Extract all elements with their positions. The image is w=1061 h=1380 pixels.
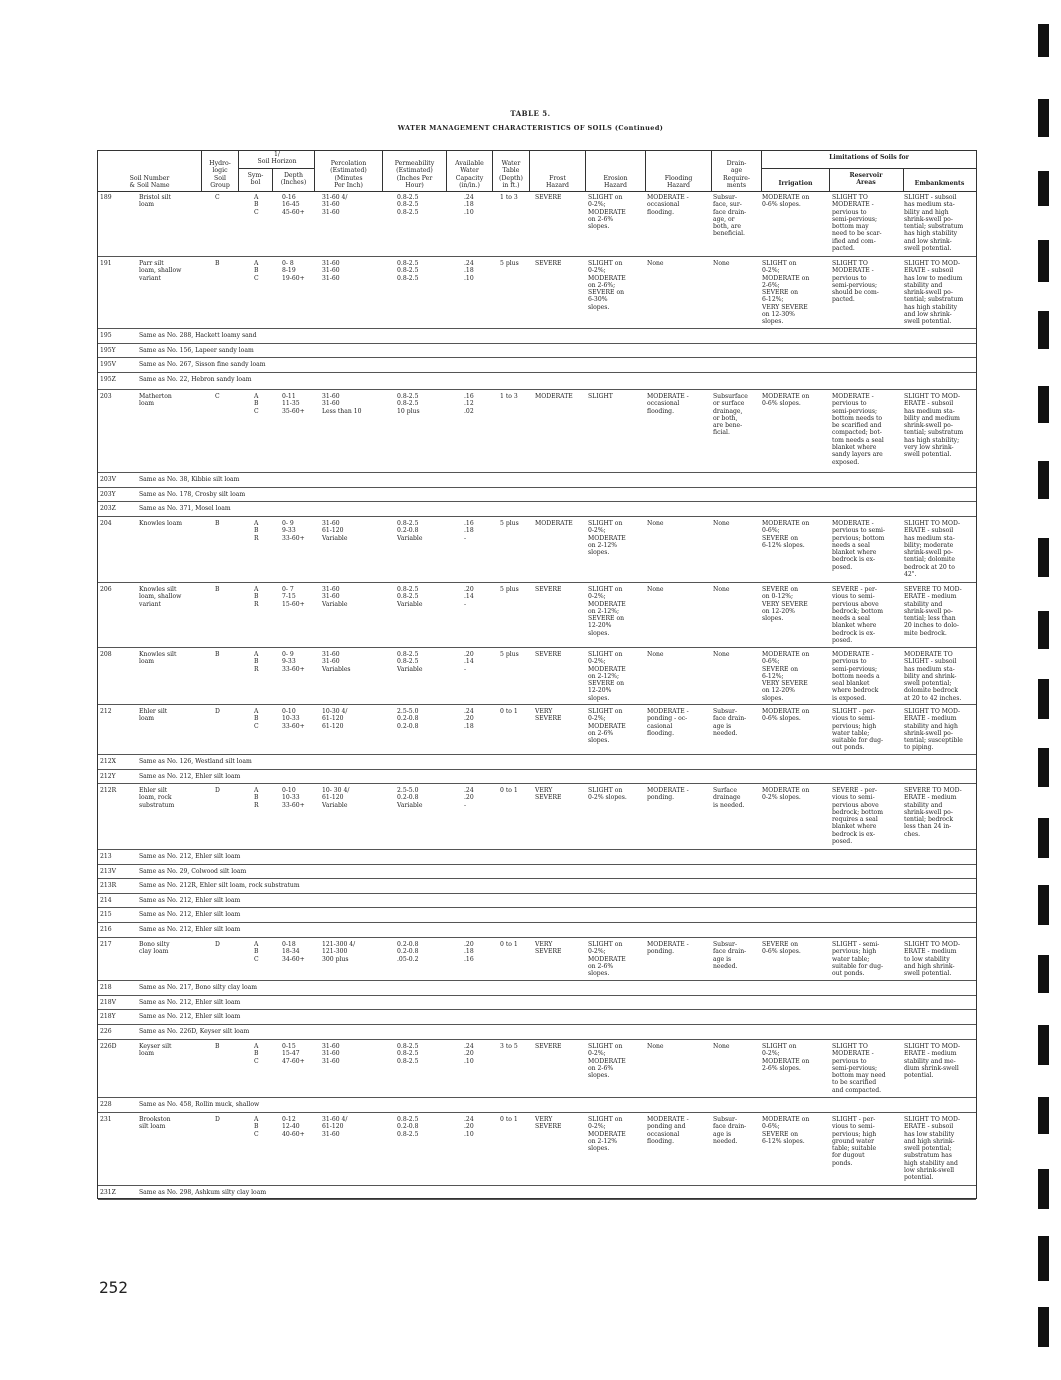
cell-flood: None — [647, 520, 664, 527]
cell-awc: .24 .18 .10 — [464, 194, 474, 216]
cell-frost: MODERATE — [535, 520, 573, 527]
cell-frost: SEVERE — [535, 651, 562, 658]
soil-number: 203Z — [100, 505, 116, 512]
cell-perm: 0.8-2.5 0.8-2.5 Variable — [397, 586, 423, 608]
cell-drain: Subsur- face, sur- face drain- age, or both, are beneficial. — [713, 194, 747, 238]
cell-erosion: SLIGHT on 0-2% slopes. — [588, 787, 627, 802]
cell-awc: .24 .20 .10 — [464, 1116, 474, 1138]
cell-depth: 0-10 10-33 33-60+ — [282, 787, 305, 809]
header-limitations: Limitations of Soils for — [829, 154, 909, 161]
cell-wt: 5 plus — [500, 520, 519, 527]
cell-hg: D — [215, 941, 220, 948]
cell-wt: 5 plus — [500, 651, 519, 658]
cell-hg: B — [215, 260, 220, 267]
soil-number: 208 — [100, 651, 112, 658]
soil-number: 206 — [100, 586, 112, 593]
cell-drain: None — [713, 260, 730, 267]
cell-flood: None — [647, 651, 664, 658]
table-row — [98, 865, 976, 879]
cell-sym: A B R — [254, 787, 259, 809]
cell-erosion: SLIGHT on 0-2%; MODERATE on 2-12%; SEVERE on 12-20% slopes. — [588, 586, 626, 637]
header-hydro: Hydro- logic Soil Group — [202, 151, 239, 191]
cell-res: MODERATE - pervious to semi- pervious; bottom needs a seal blanket where bedrock is ex- posed. — [832, 520, 886, 571]
cell-frost: SEVERE — [535, 260, 562, 267]
cell-perc: 10- 30 4/ 61-120 Variable — [322, 787, 350, 809]
table-row — [98, 191, 976, 257]
table-row — [98, 329, 976, 344]
same-as-text: Same as No. 458, Rollin muck, shallow — [139, 1101, 260, 1108]
index-tab — [1038, 24, 1049, 57]
cell-frost: SEVERE — [535, 194, 562, 201]
index-tab — [1038, 955, 1049, 993]
table-row — [98, 583, 976, 648]
cell-erosion: SLIGHT on 0-2%; MODERATE on 2-12% slopes. — [588, 520, 626, 557]
header-awc: Available Water Capacity (in/in.) — [447, 151, 493, 191]
same-as-text: Same as No. 298, Ashkum silty clay loam — [139, 1189, 267, 1196]
same-as-text: Same as No. 156, Lapeer sandy loam — [139, 347, 254, 354]
cell-hg: D — [215, 1116, 220, 1123]
cell-res: SLIGHT TO MODERATE - pervious to semi-pervious; should be com- pacted. — [832, 260, 879, 304]
soil-number: 212R — [100, 787, 117, 794]
cell-sym: A B C — [254, 194, 259, 216]
index-tab — [1038, 1025, 1049, 1065]
index-tab — [1038, 240, 1049, 282]
cell-flood: MODERATE - occasional flooding. — [647, 393, 689, 415]
cell-awc: .16 .12 .02 — [464, 393, 474, 415]
table-row — [98, 502, 976, 517]
cell-sym: A B R — [254, 586, 259, 608]
index-tab — [1038, 1169, 1049, 1209]
cell-emb: SLIGHT TO MOD- ERATE - subsoil has medium sta- bility; moderate shrink-swell po- tential; dolomite bedrock at 20 to 42". — [904, 520, 961, 579]
table-row — [98, 981, 976, 996]
cell-wt: 1 to 3 — [500, 393, 518, 400]
cell-depth: 0-15 15-47 47-60+ — [282, 1043, 305, 1065]
cell-perc: 10-30 4/ 61-120 61-120 — [322, 708, 348, 730]
cell-flood: None — [647, 1043, 664, 1050]
cell-flood: MODERATE - ponding and occasional flooding. — [647, 1116, 689, 1145]
header-depth: Depth (Inches) — [280, 172, 307, 187]
cell-res: SLIGHT - per- vious to semi- pervious; high ground water table; suitable for dugout ponds. — [832, 1116, 877, 1167]
cell-name: Bristol silt loam — [139, 194, 171, 209]
table-row — [98, 1040, 976, 1098]
header-erosion: Erosion Hazard — [586, 151, 646, 191]
same-as-text: Same as No. 371, Mosel loam — [139, 505, 231, 512]
table-row — [98, 390, 976, 473]
cell-emb: SLIGHT TO MOD- ERATE - subsoil has low to medium stability and shrink-swell po- tential; substratum has high stability and low shrink- swell potential. — [904, 260, 964, 326]
cell-res: SLIGHT TO MODERATE - pervious to semi-pervious; bottom may need to be scarified and compacted. — [832, 1043, 886, 1094]
cell-perm: 0.2-0.8 0.2-0.8 .05-0.2 — [397, 941, 419, 963]
cell-emb: SLIGHT TO MOD- ERATE - medium stability and me- dium shrink-swell potential. — [904, 1043, 961, 1080]
cell-emb: SLIGHT TO MOD- ERATE - medium to low stability and high shrink- swell potential. — [904, 941, 961, 978]
table-row — [98, 850, 976, 865]
cell-name: Keyser silt loam — [139, 1043, 172, 1058]
cell-depth: 0- 7 7-15 15-60+ — [282, 586, 305, 608]
cell-hg: B — [215, 651, 220, 658]
soil-number: 218V — [100, 999, 117, 1006]
cell-erosion: SLIGHT on 0-2%; MODERATE on 2-6% slopes. — [588, 1043, 626, 1080]
cell-flood: MODERATE - ponding - oc- casional flooding. — [647, 708, 689, 737]
cell-sym: A B C — [254, 1116, 259, 1138]
cell-sym: A B C — [254, 260, 259, 282]
same-as-text: Same as No. 212, Ehler silt loam — [139, 999, 241, 1006]
cell-awc: .20 .18 .16 — [464, 941, 474, 963]
cell-awc: .16 .18 - — [464, 520, 474, 542]
cell-frost: VERY SEVERE — [535, 941, 562, 956]
soil-number: 214 — [100, 897, 112, 904]
cell-irr: SLIGHT on 0-2%; MODERATE on 2-6%; SEVERE on 6-12%; VERY SEVERE on 12-30% slopes. — [762, 260, 810, 326]
table-row — [98, 648, 976, 705]
cell-perc: 31-60 61-120 Variable — [322, 520, 348, 542]
cell-awc: .20 .14 - — [464, 586, 474, 608]
cell-perc: 31-60 31-60 Variables — [322, 651, 351, 673]
cell-drain: None — [713, 651, 730, 658]
cell-hg: C — [215, 393, 220, 400]
cell-drain: None — [713, 586, 730, 593]
cell-perc: 31-60 31-60 31-60 — [322, 1043, 340, 1065]
cell-drain: Subsur- face drain- age is needed. — [713, 708, 747, 737]
cell-erosion: SLIGHT on 0-2%; MODERATE on 2-6% slopes. — [588, 194, 626, 231]
same-as-text: Same as No. 217, Bono silty clay loam — [139, 984, 258, 991]
cell-drain: Subsurface or surface drainage, or both, are bene- ficial. — [713, 393, 748, 437]
same-as-text: Same as No. 212, Ehler silt loam — [139, 853, 241, 860]
cell-erosion: SLIGHT on 0-2%; MODERATE on 2-12% slopes. — [588, 1116, 626, 1153]
soil-number: 204 — [100, 520, 112, 527]
table-row — [98, 705, 976, 755]
cell-res: SEVERE - per- vious to semi- pervious above bedrock; bottom requires a seal blanket where bedrock is ex- posed. — [832, 787, 883, 846]
cell-emb: SEVERE TO MOD- ERATE - medium stability and shrink-swell po- tential; less than 20 inches to dolo- mite bedrock. — [904, 586, 962, 637]
index-tab — [1038, 1236, 1049, 1281]
header-irrigation: Irrigation — [778, 180, 813, 187]
cell-depth: 0-18 18-34 34-60+ — [282, 941, 305, 963]
cell-awc: .24 .20 .18 — [464, 708, 474, 730]
cell-perm: 0.8-2.5 0.2-0.8 Variable — [397, 520, 423, 542]
soil-number: 203V — [100, 476, 117, 483]
cell-perc: 121-300 4/ 121-300 300 plus — [322, 941, 356, 963]
cell-drain: Subsur- face drain- age is needed. — [713, 941, 747, 970]
cell-awc: .24 .20 .10 — [464, 1043, 474, 1065]
cell-depth: 0-11 11-35 35-60+ — [282, 393, 305, 415]
cell-emb: SLIGHT - subsoil has medium sta- bility and high shrink-swell po- tential; substratum has high stability and low shrink- swell potential. — [904, 194, 964, 253]
cell-depth: 0-12 12-40 40-60+ — [282, 1116, 305, 1138]
same-as-text: Same as No. 38, Kibbie silt loam — [139, 476, 240, 483]
cell-flood: MODERATE - occasional flooding. — [647, 194, 689, 216]
cell-name: Ehler silt loam, rock substratum — [139, 787, 175, 809]
cell-awc: .20 .14 - — [464, 651, 474, 673]
header-embankments: Embankments — [914, 180, 965, 187]
index-tab — [1038, 99, 1049, 137]
soil-number: 213 — [100, 853, 112, 860]
soil-number: 228 — [100, 1101, 112, 1108]
cell-frost: VERY SEVERE — [535, 708, 562, 723]
table-subtitle: WATER MANAGEMENT CHARACTERISTICS OF SOILS (Continued) — [397, 124, 664, 132]
cell-flood: None — [647, 586, 664, 593]
cell-hg: D — [215, 787, 220, 794]
table-row — [98, 373, 976, 390]
cell-hg: B — [215, 586, 220, 593]
cell-irr: SLIGHT on 0-2%; MODERATE on 2-6% slopes. — [762, 1043, 810, 1072]
cell-perm: 0.8-2.5 0.8-2.5 10 plus — [397, 393, 420, 415]
same-as-text: Same as No. 226D, Keyser silt loam — [139, 1028, 250, 1035]
index-tab — [1038, 611, 1049, 649]
page-number: 252 — [99, 1278, 128, 1297]
index-tab — [1038, 1097, 1049, 1134]
cell-res: SLIGHT - per- vious to semi- pervious; high water table; suitable for dug- out ponds. — [832, 708, 884, 752]
index-tab — [1038, 818, 1049, 858]
soil-number: 212X — [100, 758, 116, 765]
soil-number: 212 — [100, 708, 112, 715]
cell-depth: 0-10 10-33 33-60+ — [282, 708, 305, 730]
cell-sym: A B C — [254, 941, 259, 963]
soil-number: 231Z — [100, 1189, 116, 1196]
same-as-text: Same as No. 212R, Ehler silt loam, rock substratum — [139, 882, 300, 889]
cell-irr: MODERATE on 0-6%; SEVERE on 6-12% slopes. — [762, 520, 810, 549]
cell-name: Brookston silt loam — [139, 1116, 171, 1131]
soil-number: 203 — [100, 393, 112, 400]
index-tab — [1038, 171, 1049, 206]
cell-awc: .24 .20 - — [464, 787, 474, 809]
table-row — [98, 879, 976, 894]
cell-frost: SEVERE — [535, 1043, 562, 1050]
soil-number: 195 — [100, 332, 112, 339]
cell-depth: 0- 9 9-33 33-60+ — [282, 651, 305, 673]
soil-number: 218Y — [100, 1013, 116, 1020]
cell-wt: 3 to 5 — [500, 1043, 518, 1050]
cell-emb: SLIGHT TO MOD- ERATE - subsoil has low stability and high shrink- swell potential; substratum has high stability and low shrink-swell potential. — [904, 1116, 961, 1182]
same-as-text: Same as No. 126, Westland silt loam — [139, 758, 252, 765]
table-row — [98, 344, 976, 358]
cell-wt: 0 to 1 — [500, 941, 518, 948]
cell-hg: C — [215, 194, 220, 201]
cell-sym: A B C — [254, 708, 259, 730]
cell-hg: D — [215, 708, 220, 715]
same-as-text: Same as No. 29, Colwood silt loam — [139, 868, 247, 875]
header-perm: Permeability (Estimated) (Inches Per Hour) — [383, 151, 447, 191]
index-tab — [1038, 386, 1049, 423]
cell-erosion: SLIGHT — [588, 393, 613, 400]
cell-depth: 0- 8 8-19 19-60+ — [282, 260, 305, 282]
cell-perm: 2.5-5.0 0.2-0.8 0.2-0.8 — [397, 708, 419, 730]
same-as-text: Same as No. 267, Sisson fine sandy loam — [139, 361, 266, 368]
cell-frost: MODERATE — [535, 393, 573, 400]
soil-number: 191 — [100, 260, 112, 267]
cell-awc: .24 .18 .10 — [464, 260, 474, 282]
soil-number: 213V — [100, 868, 117, 875]
cell-res: SEVERE - per- vious to semi- pervious above bedrock; bottom needs a seal blanket where bedrock is ex- posed. — [832, 586, 883, 645]
soil-number: 226D — [100, 1043, 117, 1050]
index-tab — [1038, 748, 1049, 787]
table-row — [98, 755, 976, 770]
index-tab — [1038, 1307, 1049, 1347]
table-row — [98, 1186, 976, 1200]
cell-name: Knowles silt loam, shallow variant — [139, 586, 182, 608]
header-symbol: Sym- bol — [247, 172, 264, 187]
cell-perm: 0.8-2.5 0.8-2.5 Variable — [397, 651, 423, 673]
cell-flood: None — [647, 260, 664, 267]
cell-perc: 31-60 4/ 61-120 31-60 — [322, 1116, 348, 1138]
soil-number: 203Y — [100, 491, 116, 498]
soil-number: 218 — [100, 984, 112, 991]
table-row — [98, 908, 976, 923]
table-row — [98, 1025, 976, 1040]
soil-number: 216 — [100, 926, 112, 933]
cell-perm: 0.8-2.5 0.8-2.5 0.8-2.5 — [397, 260, 419, 282]
index-tab — [1038, 885, 1049, 925]
cell-irr: SEVERE on 0-6% slopes. — [762, 941, 801, 956]
cell-depth: 0-16 16-45 45-60+ — [282, 194, 305, 216]
cell-res: SLIGHT TO MODERATE - pervious to semi-pervious; bottom may need to be scar- ified and com- pacted. — [832, 194, 882, 253]
header-reservoir: Reservoir Areas — [849, 172, 883, 187]
same-as-text: Same as No. 212, Ehler silt loam — [139, 926, 241, 933]
cell-hg: B — [215, 1043, 220, 1050]
cell-name: Ehler silt loam — [139, 708, 168, 723]
cell-irr: MODERATE on 0-2% slopes. — [762, 787, 810, 802]
table-row — [98, 938, 976, 981]
same-as-text: Same as No. 212, Ehler silt loam — [139, 773, 241, 780]
table-title: TABLE 5. — [510, 109, 551, 118]
same-as-text: Same as No. 178, Crosby silt loam — [139, 491, 246, 498]
cell-emb: SLIGHT TO MOD- ERATE - medium stability and high shrink-swell po- tential; susceptible to piping. — [904, 708, 963, 752]
cell-wt: 5 plus — [500, 260, 519, 267]
cell-sym: A B R — [254, 651, 259, 673]
header-flood: Flooding Hazard — [646, 151, 712, 191]
cell-perc: 31-60 31-60 Variable — [322, 586, 348, 608]
table-row — [98, 923, 976, 938]
header-horizon-group: 1/ Soil Horizon — [257, 151, 297, 166]
same-as-text: Same as No. 22, Hebron sandy loam — [139, 376, 252, 383]
cell-perc: 31-60 4/ 31-60 31-60 — [322, 194, 348, 216]
header-drain: Drain- age Require- ments — [712, 151, 762, 191]
table-row — [98, 996, 976, 1010]
soil-number: 215 — [100, 911, 112, 918]
cell-wt: 0 to 1 — [500, 1116, 518, 1123]
cell-frost: VERY SEVERE — [535, 787, 562, 802]
table-row — [98, 784, 976, 850]
cell-res: MODERATE - pervious to semi-pervious; bottom needs to be scarified and compacted; bot- tom needs a seal blanket where sandy layers are exposed. — [832, 393, 884, 466]
header-perc: Percolation (Estimated) (Minutes Per Inch) — [315, 151, 383, 191]
cell-emb: SEVERE TO MOD- ERATE - medium stability and shrink-swell po- tential; bedrock less than 24 in- ches. — [904, 787, 962, 838]
table-row — [98, 473, 976, 488]
same-as-text: Same as No. 212, Ehler silt loam — [139, 897, 241, 904]
cell-erosion: SLIGHT on 0-2%; MODERATE on 2-6% slopes. — [588, 708, 626, 745]
index-tab — [1038, 679, 1049, 719]
cell-perm: 0.8-2.5 0.2-0.8 0.8-2.5 — [397, 1116, 419, 1138]
table-row — [98, 770, 976, 784]
cell-emb: MODERATE TO SLIGHT - subsoil has medium sta- bility and shrink- swell potential; dolomite bedrock at 20 to 42 inches. — [904, 651, 962, 702]
cell-wt: 0 to 1 — [500, 708, 518, 715]
cell-drain: Subsur- face drain- age is needed. — [713, 1116, 747, 1145]
cell-name: Bono silty clay loam — [139, 941, 170, 956]
table-row — [98, 1113, 976, 1186]
soil-number: 195Z — [100, 376, 116, 383]
cell-res: SLIGHT - semi- pervious; high water table; suitable for dug- out ponds. — [832, 941, 884, 978]
cell-perc: 31-60 31-60 Less than 10 — [322, 393, 362, 415]
cell-depth: 0- 9 9-33 33-60+ — [282, 520, 305, 542]
cell-name: Matherton loam — [139, 393, 172, 408]
table-row — [98, 894, 976, 908]
cell-wt: 0 to 1 — [500, 787, 518, 794]
soil-number: 195Y — [100, 347, 116, 354]
header-frost: Frost Hazard — [530, 151, 586, 191]
header-soil: Soil Number & Soil Name — [98, 151, 202, 191]
index-tab — [1038, 538, 1049, 577]
cell-emb: SLIGHT TO MOD- ERATE - subsoil has medium sta- bility and medium shrink-swell po- tential; substratum has high stability; very low shrink- swell potential. — [904, 393, 964, 459]
cell-res: MODERATE - pervious to semi-pervious; bottom needs a seal blanket where bedrock is exposed. — [832, 651, 880, 702]
cell-perm: 2.5-5.0 0.2-0.8 Variable — [397, 787, 423, 809]
cell-perc: 31-60 31-60 31-60 — [322, 260, 340, 282]
header-wt: Water Table (Depth) in ft.) — [493, 151, 530, 191]
cell-sym: A B C — [254, 393, 259, 415]
soil-number: 231 — [100, 1116, 112, 1123]
same-as-text: Same as No. 212, Ehler silt loam — [139, 911, 241, 918]
cell-irr: MODERATE on 0-6%; SEVERE on 6-12% slopes. — [762, 1116, 810, 1145]
cell-drain: Surface drainage is needed. — [713, 787, 745, 809]
soil-number: 195V — [100, 361, 117, 368]
soil-number: 217 — [100, 941, 112, 948]
soil-number: 212Y — [100, 773, 116, 780]
cell-irr: SEVERE on on 0-12%; VERY SEVERE on 12-20% slopes. — [762, 586, 808, 623]
cell-erosion: SLIGHT on 0-2%; MODERATE on 2-6%; SEVERE on 6-30% slopes. — [588, 260, 626, 311]
soil-number: 213R — [100, 882, 117, 889]
cell-name: Knowles loam — [139, 520, 183, 527]
cell-sym: A B R — [254, 520, 259, 542]
cell-name: Parr silt loam, shallow variant — [139, 260, 182, 282]
table-row — [98, 358, 976, 373]
table-row — [98, 488, 976, 502]
cell-erosion: SLIGHT on 0-2%; MODERATE on 2-12%; SEVERE on 12-20% slopes. — [588, 651, 626, 702]
cell-flood: MODERATE - ponding. — [647, 941, 689, 956]
cell-wt: 1 to 3 — [500, 194, 518, 201]
cell-hg: B — [215, 520, 220, 527]
cell-wt: 5 plus — [500, 586, 519, 593]
table-row — [98, 1010, 976, 1025]
cell-perm: 0.8-2.5 0.8-2.5 0.8-2.5 — [397, 1043, 419, 1065]
table-row — [98, 257, 976, 329]
cell-perm: 0.8-2.5 0.8-2.5 0.8-2.5 — [397, 194, 419, 216]
cell-drain: None — [713, 1043, 730, 1050]
cell-irr: MODERATE on 0-6% slopes. — [762, 194, 810, 209]
soil-number: 226 — [100, 1028, 112, 1035]
soil-number: 189 — [100, 194, 112, 201]
same-as-text: Same as No. 288, Hackett loamy sand — [139, 332, 257, 339]
index-tab — [1038, 461, 1049, 499]
same-as-text: Same as No. 212, Ehler silt loam — [139, 1013, 241, 1020]
cell-irr: MODERATE on 0-6% slopes. — [762, 393, 810, 408]
table-header — [98, 151, 976, 192]
cell-erosion: SLIGHT on 0-2%; MODERATE on 2-6% slopes. — [588, 941, 626, 978]
table-row — [98, 517, 976, 583]
cell-irr: MODERATE on 0-6% slopes. — [762, 708, 810, 723]
cell-name: Knowles silt loam — [139, 651, 177, 666]
cell-flood: MODERATE - ponding. — [647, 787, 689, 802]
table-row — [98, 1098, 976, 1113]
soils-table — [97, 150, 977, 1199]
index-tab — [1038, 311, 1049, 349]
header-limitations-divider — [762, 168, 976, 169]
header-horizon-divider — [239, 168, 315, 169]
cell-sym: A B C — [254, 1043, 259, 1065]
cell-frost: VERY SEVERE — [535, 1116, 562, 1131]
cell-drain: None — [713, 520, 730, 527]
cell-irr: MODERATE on 0-6%; SEVERE on 6-12%; VERY SEVERE on 12-20% slopes. — [762, 651, 810, 702]
cell-frost: SEVERE — [535, 586, 562, 593]
